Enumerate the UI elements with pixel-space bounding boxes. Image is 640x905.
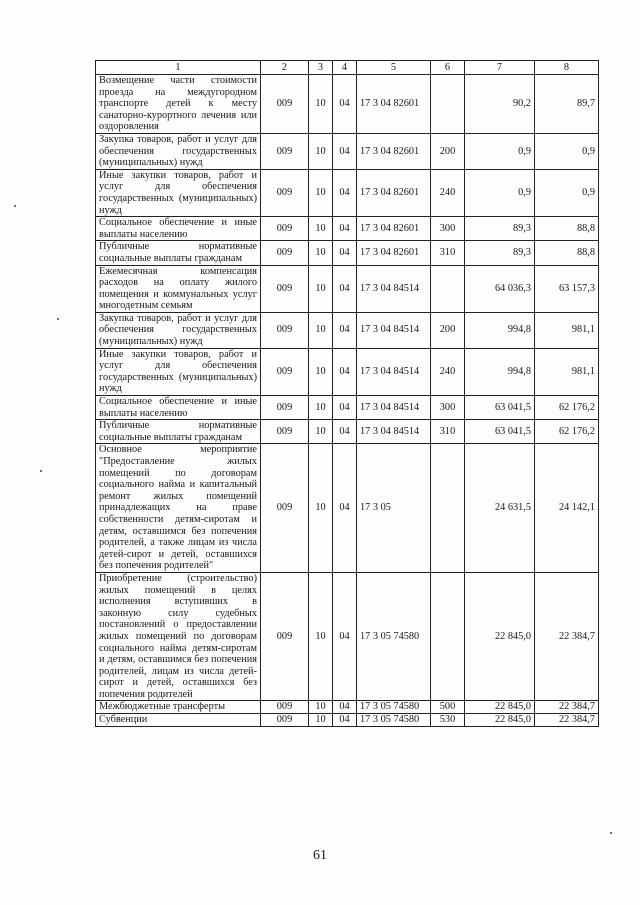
cell-amount-col8: 24 142,1 bbox=[535, 444, 599, 573]
cell-admin-code: 009 bbox=[261, 701, 309, 714]
cell-amount-col7: 994,8 bbox=[465, 312, 535, 348]
table-row bbox=[96, 75, 599, 134]
row-name: Межбюджетные трансферты bbox=[96, 701, 261, 714]
cell-expense-type bbox=[431, 444, 465, 573]
column-header-6: 6 bbox=[431, 61, 465, 75]
page-number: 61 bbox=[313, 848, 327, 863]
row-name: Публичные нормативные социальные выплаты гражданам bbox=[96, 420, 261, 444]
cell-amount-col8: 62 176,2 bbox=[535, 396, 599, 420]
cell-section: 10 bbox=[309, 348, 333, 395]
cell-amount-col8: 981,1 bbox=[535, 348, 599, 395]
cell-section: 10 bbox=[309, 312, 333, 348]
cell-subsection: 04 bbox=[333, 420, 357, 444]
cell-amount-col8: 88,8 bbox=[535, 241, 599, 265]
column-header-4: 4 bbox=[333, 61, 357, 75]
cell-amount-col7: 994,8 bbox=[465, 348, 535, 395]
cell-expense-type: 530 bbox=[431, 714, 465, 727]
cell-subsection: 04 bbox=[333, 217, 357, 241]
cell-subsection: 04 bbox=[333, 714, 357, 727]
cell-section: 10 bbox=[309, 714, 333, 727]
cell-expense-type: 300 bbox=[431, 217, 465, 241]
cell-admin-code: 009 bbox=[261, 265, 309, 312]
cell-expense-type: 500 bbox=[431, 701, 465, 714]
cell-subsection: 04 bbox=[333, 312, 357, 348]
column-header-8: 8 bbox=[535, 61, 599, 75]
cell-amount-col7: 89,3 bbox=[465, 241, 535, 265]
row-name: Социальное обеспечение и иные выплаты населению bbox=[96, 396, 261, 420]
cell-subsection: 04 bbox=[333, 444, 357, 573]
table-row bbox=[96, 265, 599, 312]
cell-amount-col8: 63 157,3 bbox=[535, 265, 599, 312]
column-header-1: 1 bbox=[96, 61, 261, 75]
cell-amount-col7: 89,3 bbox=[465, 217, 535, 241]
table-row bbox=[96, 444, 599, 573]
cell-target-article: 17 3 04 84514 bbox=[357, 420, 431, 444]
table-row bbox=[96, 133, 599, 169]
header-row bbox=[96, 61, 599, 75]
cell-target-article: 17 3 04 82601 bbox=[357, 217, 431, 241]
row-name: Основное мероприятие "Предоставление жилых помещений по договорам социального найма и капитальный ремонт жилых помещений принадлежащих на праве собственности детям-сиротам и детям, оставшимся без попечения родителей, а также лицам из числа детей-сирот и детей, оставшихся без попечения родителей" bbox=[96, 444, 261, 573]
row-name: Иные закупки товаров, работ и услуг для обеспечения государственных (муниципальных) нужд bbox=[96, 348, 261, 395]
cell-target-article: 17 3 04 82601 bbox=[357, 241, 431, 265]
cell-expense-type bbox=[431, 265, 465, 312]
cell-admin-code: 009 bbox=[261, 572, 309, 701]
row-name: Иные закупки товаров, работ и услуг для обеспечения государственных (муниципальных) нужд bbox=[96, 169, 261, 216]
cell-admin-code: 009 bbox=[261, 714, 309, 727]
cell-target-article: 17 3 05 bbox=[357, 444, 431, 573]
cell-section: 10 bbox=[309, 420, 333, 444]
budget-table bbox=[95, 60, 599, 727]
cell-target-article: 17 3 04 84514 bbox=[357, 348, 431, 395]
table-row bbox=[96, 714, 599, 727]
cell-section: 10 bbox=[309, 241, 333, 265]
row-name: Публичные нормативные социальные выплаты гражданам bbox=[96, 241, 261, 265]
scan-speck bbox=[40, 470, 42, 472]
cell-amount-col7: 0,9 bbox=[465, 133, 535, 169]
table-row bbox=[96, 701, 599, 714]
row-name: Ежемесячная компенсация расходов на оплату жилого помещения и коммунальных услуг многодетным семьям bbox=[96, 265, 261, 312]
column-header-3: 3 bbox=[309, 61, 333, 75]
cell-section: 10 bbox=[309, 217, 333, 241]
cell-amount-col8: 22 384,7 bbox=[535, 701, 599, 714]
cell-subsection: 04 bbox=[333, 133, 357, 169]
cell-amount-col8: 22 384,7 bbox=[535, 714, 599, 727]
scan-speck bbox=[57, 318, 59, 320]
cell-section: 10 bbox=[309, 572, 333, 701]
table-row bbox=[96, 396, 599, 420]
cell-amount-col7: 22 845,0 bbox=[465, 572, 535, 701]
cell-section: 10 bbox=[309, 133, 333, 169]
cell-subsection: 04 bbox=[333, 701, 357, 714]
row-name: Приобретение (строительство) жилых помещений в целях исполнения вступивших в законную силу судебных постановлений о предоставлении жилых помещений по договорам социального найма детям-сиротам и детям, оставшимся без попечения родителей, лицам из числа детей-сирот и детей, оставшихся без попечения родителей bbox=[96, 572, 261, 701]
cell-expense-type bbox=[431, 75, 465, 134]
cell-expense-type: 310 bbox=[431, 420, 465, 444]
cell-amount-col7: 24 631,5 bbox=[465, 444, 535, 573]
column-header-7: 7 bbox=[465, 61, 535, 75]
cell-amount-col8: 62 176,2 bbox=[535, 420, 599, 444]
table-row bbox=[96, 312, 599, 348]
cell-expense-type bbox=[431, 572, 465, 701]
cell-admin-code: 009 bbox=[261, 133, 309, 169]
cell-subsection: 04 bbox=[333, 265, 357, 312]
cell-section: 10 bbox=[309, 701, 333, 714]
table-row bbox=[96, 241, 599, 265]
cell-target-article: 17 3 04 84514 bbox=[357, 396, 431, 420]
cell-admin-code: 009 bbox=[261, 75, 309, 134]
table-row bbox=[96, 169, 599, 216]
cell-amount-col7: 90,2 bbox=[465, 75, 535, 134]
cell-admin-code: 009 bbox=[261, 241, 309, 265]
cell-amount-col7: 63 041,5 bbox=[465, 420, 535, 444]
cell-target-article: 17 3 04 82601 bbox=[357, 133, 431, 169]
cell-admin-code: 009 bbox=[261, 348, 309, 395]
cell-expense-type: 310 bbox=[431, 241, 465, 265]
cell-subsection: 04 bbox=[333, 169, 357, 216]
column-header-5: 5 bbox=[357, 61, 431, 75]
cell-amount-col7: 0,9 bbox=[465, 169, 535, 216]
cell-admin-code: 009 bbox=[261, 169, 309, 216]
row-name: Социальное обеспечение и иные выплаты населению bbox=[96, 217, 261, 241]
cell-admin-code: 009 bbox=[261, 312, 309, 348]
cell-section: 10 bbox=[309, 444, 333, 573]
cell-section: 10 bbox=[309, 75, 333, 134]
cell-admin-code: 009 bbox=[261, 396, 309, 420]
cell-amount-col7: 63 041,5 bbox=[465, 396, 535, 420]
cell-target-article: 17 3 04 82601 bbox=[357, 169, 431, 216]
cell-amount-col7: 22 845,0 bbox=[465, 701, 535, 714]
cell-expense-type: 200 bbox=[431, 312, 465, 348]
row-name: Субвенции bbox=[96, 714, 261, 727]
scan-speck bbox=[14, 205, 16, 207]
cell-target-article: 17 3 05 74580 bbox=[357, 714, 431, 727]
cell-admin-code: 009 bbox=[261, 420, 309, 444]
row-name: Возмещение части стоимости проезда на междугородном транспорте детей к месту санаторно-курортного лечения или оздоровления bbox=[96, 75, 261, 134]
cell-section: 10 bbox=[309, 396, 333, 420]
cell-admin-code: 009 bbox=[261, 444, 309, 573]
cell-amount-col8: 88,8 bbox=[535, 217, 599, 241]
cell-amount-col7: 64 036,3 bbox=[465, 265, 535, 312]
cell-expense-type: 300 bbox=[431, 396, 465, 420]
row-name: Закупка товаров, работ и услуг для обеспечения государственных (муниципальных) нужд bbox=[96, 133, 261, 169]
row-name: Закупка товаров, работ и услуг для обеспечения государственных (муниципальных) нужд bbox=[96, 312, 261, 348]
table-row bbox=[96, 217, 599, 241]
cell-section: 10 bbox=[309, 169, 333, 216]
cell-subsection: 04 bbox=[333, 75, 357, 134]
cell-subsection: 04 bbox=[333, 241, 357, 265]
cell-subsection: 04 bbox=[333, 572, 357, 701]
scan-speck bbox=[610, 832, 612, 834]
cell-expense-type: 200 bbox=[431, 133, 465, 169]
cell-target-article: 17 3 05 74580 bbox=[357, 701, 431, 714]
cell-amount-col8: 0,9 bbox=[535, 133, 599, 169]
cell-section: 10 bbox=[309, 265, 333, 312]
cell-amount-col8: 981,1 bbox=[535, 312, 599, 348]
cell-target-article: 17 3 04 82601 bbox=[357, 75, 431, 134]
cell-target-article: 17 3 04 84514 bbox=[357, 312, 431, 348]
column-header-2: 2 bbox=[261, 61, 309, 75]
cell-amount-col8: 89,7 bbox=[535, 75, 599, 134]
cell-subsection: 04 bbox=[333, 348, 357, 395]
table-row bbox=[96, 572, 599, 701]
cell-amount-col7: 22 845,0 bbox=[465, 714, 535, 727]
cell-expense-type: 240 bbox=[431, 348, 465, 395]
cell-target-article: 17 3 05 74580 bbox=[357, 572, 431, 701]
cell-target-article: 17 3 04 84514 bbox=[357, 265, 431, 312]
cell-admin-code: 009 bbox=[261, 217, 309, 241]
table-row bbox=[96, 348, 599, 395]
cell-amount-col8: 0,9 bbox=[535, 169, 599, 216]
cell-amount-col8: 22 384,7 bbox=[535, 572, 599, 701]
table-row bbox=[96, 420, 599, 444]
cell-expense-type: 240 bbox=[431, 169, 465, 216]
cell-subsection: 04 bbox=[333, 396, 357, 420]
